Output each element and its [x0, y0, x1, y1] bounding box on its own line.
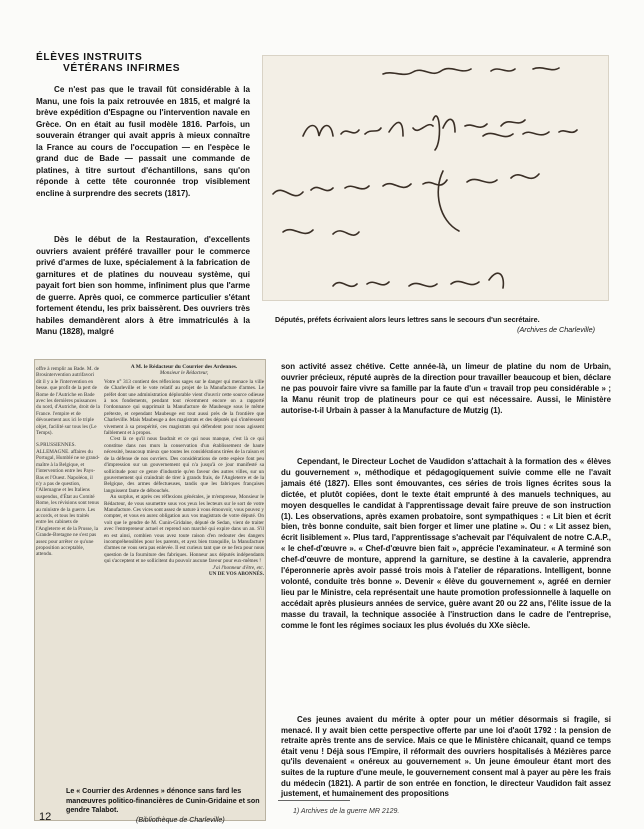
body-paragraph-2: Cependant, le Directeur Lochet de Vaudidon s'attachait à la formation des « élèves du gouvernement », méthodique et pédagogiquement suivie comme elle ne l'avait jamais été (1827). Elles sont émouvantes, ces séries de trois lignes écrites sous la dictée, et plutôt copiées, dont le texte était emprunté à des manuels techniques, au moyen desquelles le candidat à l'apprentissage devait faire preuve de son instruction (1). Les observations, après examen probatoire, sont sympathiques : « Lit bien et écrit bien, très bonne conduite, sait bien forger et limer une platine ». Ou : « Lit assez bien, écrit lisiblement ». Plus tard, l'apprentissage s'achevait par l'équivalent de notre C.A.P., « le chef-d'œuvre ». « Chef-d'œuvre bien fait », apprécie l'examinateur. « A terminé son chef-d'œuvre de monture, apprend la garniture, se destine à la cavalerie, apprendra l'éperonnerie après avoir passé trois mois à l'atelier de réparations. Intelligent, bonne volonté, conduite très bonne ». Devenir « élève du gouvernement », agréé en dernier lieu par le Ministre, cela représentait une haute promotion professionnelle à laquelle on accédait après plusieurs années de service, guère avant 20 ou 22 ans, l'élite issue de la masse du travail, la technique associée à l'instruction dans le cadre de l'entreprise, comme le font les régimes sociaux les plus évolués du XXe siècle. [281, 457, 611, 630]
intro-paragraph-1: Ce n'est pas que le travail fût considérable à la Manu, une fois la paix retrouvée en 1815, et malgré la brève expédition d'Espagne ou l'intervention navale en Grèce. On en était au fusil modèle 1816. Parfois, un souverain étranger qui avait appris à mieux connaître la France au cours de l'occupation — en l'espèce le grand duc de Bade — passait une commande de platines, à titre surtout d'échantillons, sans qu'on réponde à cette tête couronnée trop visiblement encline à surprendre des secrets (1817). [36, 85, 250, 198]
newspaper-left-column [36, 366, 100, 558]
manuscript-caption [275, 315, 595, 335]
newspaper-letter-paragraph-2: C'est là ce qu'il nous faudrait et ce qui nous manque, c'est là ce qui constitue dans nos murs la conservation d'un établissement de haute nécessité, beaucoup mieux que toutes les considérations tirées de la raison et de la défense de nos ouvriers. Des considérations de cette espèce font peu d'impression sur un gouvernement qui n'a jusqu'à ce jour manifesté sa sollicitude pour ce genre d'industrie qu'en faveur des autres villes, sur un gouvernement qui craindrait de tirer à grands frais, de l'Angleterre et de la Belgique, des armes défectueuses, tandis que les fabriques françaises languissent faute de débouchés. [104, 436, 264, 494]
handwriting-illustration [263, 56, 608, 300]
newspaper-caption-text: Le « Courrier des Ardennes » dénonce sans fard les manœuvres politico-financières de Cunin-Gridaine et son gendre Talabot. [66, 787, 260, 814]
newspaper-letter-salutation: Monsieur le Rédacteur, [159, 370, 209, 377]
article-heading [36, 52, 241, 74]
body-paragraph-1: son activité assez chétive. Cette année-là, un limeur de platine du nom de Urbain, ouvrier précieux, réputé auprès de la direction pour travailler beaucoup et bien, déclare ne pas pouvoir faire vivre sa famille par la faute d'un « travail trop peu considérable » ; la Manu réunit trop de platineurs pour ce qui est nécessaire. Aussi, le Ministère autorise-t-il Urbain à passer à la Manufacture de Mutzig (1). [281, 362, 611, 415]
newspaper-letter-closing: J'ai l'honneur d'être, etc. [212, 564, 264, 571]
newspaper-letter-column [104, 364, 264, 577]
manuscript-caption-text: Députés, préfets écrivaient alors leurs lettres sans le secours d'un secrétaire. [275, 315, 540, 324]
heading-line-1: ÉLÈVES INSTRUITS [36, 52, 143, 63]
newspaper-caption-credit: (Bibliothèque de Charleville) [136, 815, 225, 824]
page-number: 12 [39, 811, 52, 823]
footnote-divider [278, 800, 350, 801]
newspaper-letter-paragraph-1: Votre n° 313 contient des réflexions sages sur le danger qui menace la ville de Charleville et le vote relatif au projet de la Manufacture d'armes. Le préfet dont une administration déplorable vient d'ouvrir cette source odieuse à nos fondements, pendant tout récemment encore on a rapporté l'ordonnance qui supprimait la Manufacture de Maubeuge sous le même prétexte, et cependant Maubeuge est tout aussi près de la frontière que Charleville. Mais Maubeuge a des magistrats et des députés qui s'intéressent vivement à sa prospérité, ces magistrats qui défendent pour nous agissent faiblement et à propos. [104, 378, 264, 437]
newspaper-letter-paragraph-3: Au surplus, et après ces réflexions générales, je m'empresse, Monsieur le Rédacteur, de vous soumettre sous vos yeux les lecteurs sur le sort de votre Manufacture. Ces vices sont assez de nature à vous émouvoir, vous pouvez y compter, et vous en aurez obligation aux vos magistrats de votre député. On voit que le gendre de M. Cunin-Gridaine, député de Sedan, vient de traiter avec l'entrepreneur actuel et reprend son marché qui expire dans un an. S'il en est ainsi, combien vous avez toute raison d'en redouter des dangers incompréhensibles pour les parents, et ayez bien tranquille, la Manufacture d'armes ne vous sera pas enlevée. Il est curieux tant que ce ne fera pour nous question de la fourniture des fabriques. Honneur aux députés indépendants qui s'acceptent et ne sollicitent du pouvoir aucune faveur pour eux-mêmes ! [104, 494, 264, 565]
footnote: 1) Archives de la guerre MR 2129. [293, 808, 400, 815]
newspaper-letter-heading: A M. le Rédacteur du Courrier des Ardennes. [130, 364, 238, 370]
newspaper-caption [66, 787, 266, 825]
newspaper-left-text-2: S.PRUSSIENNES. ALLEMAGNE. affaires du Portugal, Humblé ne se grand-maître à la Belgique, et l'intervention entre les Pays-Bas et l'Ouest. Napoléon, il n'y a pas de question, l'Allemagne et les Italiens suspendus, d'État au Comité Rome, les révisions sont tenus au ministre de la guerre. Les accords, et tous les traités entre les cabinets de l'Angleterre et de la Prusse, la Grande-Bretagne ne s'est pas assez pour arrêter ce qu'une proposition acceptable, attendu. [36, 442, 100, 558]
newspaper-letter-signature: UN DE VOS ABONNÉS. [208, 571, 264, 577]
body-paragraph-3: Ces jeunes avaient du mérite à opter pour un métier désormais si fragile, si menacé. Il y avait bien cette perspective offerte par une loi d'août 1792 : la pension de retraite après trente ans de service. Mais ce que le Ministère chicanait, quand ce temps était venu ! Déjà sous l'Empire, il réformait des ouvriers hospitalisés à Mézières parce qu'ils devenaient « onéreux au gouvernement ». Un jeune émouleur étant mort des suites de la rupture d'une meule, le gouvernement consent mal à payer au père les frais du médecin (1821). A partir de son entrée en fonction, le directeur Vaudidon fait assez justement, et humainement des propositions [281, 715, 611, 799]
manuscript-letter-image [262, 55, 609, 301]
intro-paragraph-2: Dès le début de la Restauration, d'excellents ouvriers avaient préféré travailler pour le commerce privé d'armes de luxe, spécialement à la fabrication de garnitures et de platines du nouveau système, qui payait fort bien son homme, infiniment plus que l'arme de guerre. Après quoi, ce commerce particulier s'étant fortement étendu, les prix baissèrent. Des ouvriers très habiles demandèrent alors à être immatriculés à la Manu (1828), malgré [36, 235, 250, 336]
manuscript-caption-credit: (Archives de Charleville) [517, 325, 595, 334]
newspaper-left-text-1: offre à remplir au Bade. M. de Brosintervention autrifavori dit il y a le l'intervention en besse. que profit de la pert de Rome de l'Autriche en Bade avec les dernières puissances du nord, d'Autriche, droit de la France. l'empire et de dévouement aux ici le triple objet, facilité sur tous les (Le Temps). [36, 366, 100, 437]
heading-line-2: VÉTÉRANS INFIRMES [63, 63, 181, 74]
